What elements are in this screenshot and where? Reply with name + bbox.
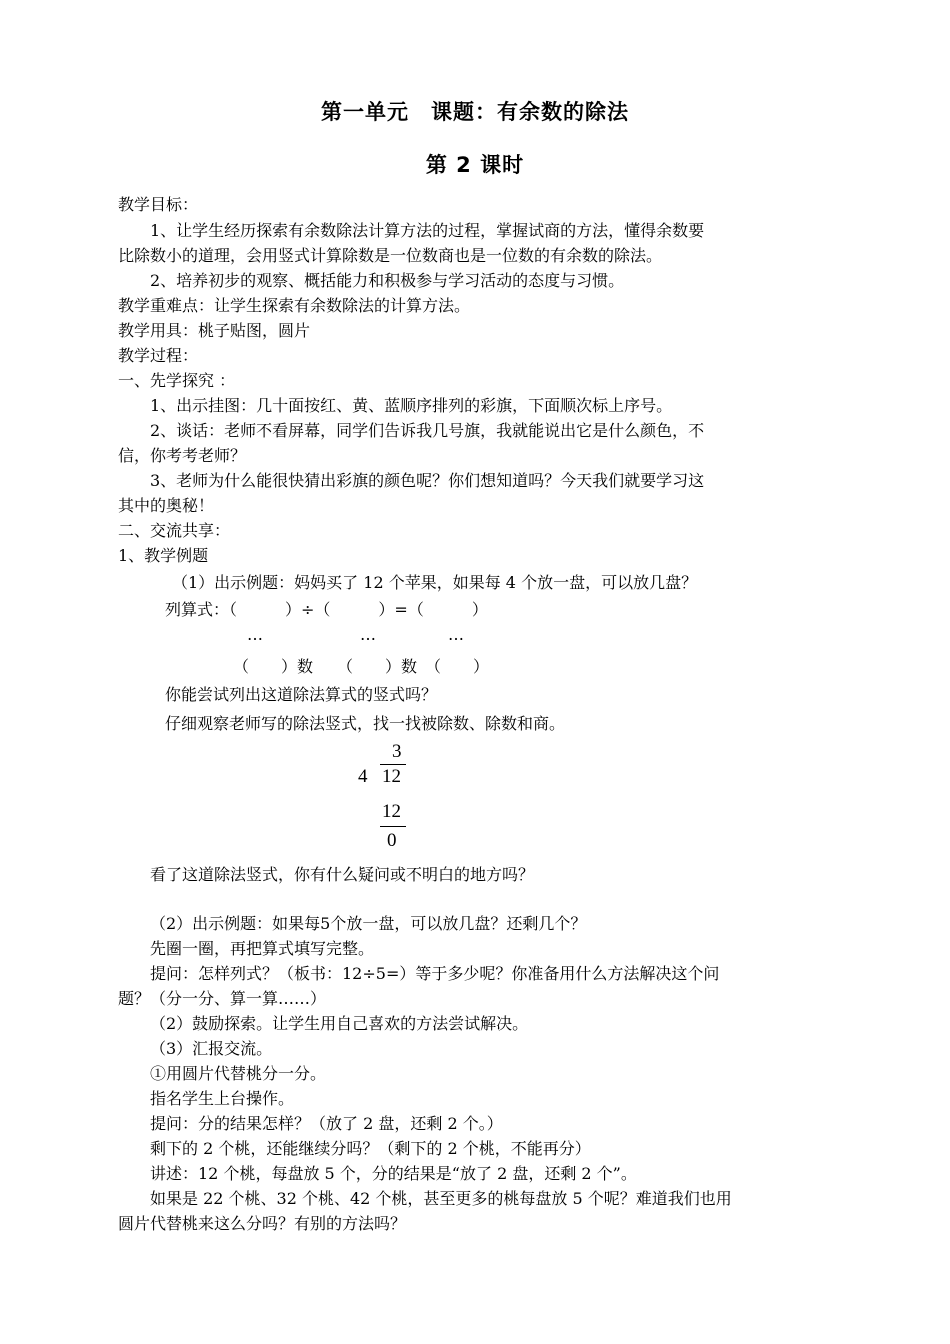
equation-line: 列算式：（ ）÷（ ）=（ ）: [165, 600, 488, 619]
text-line: 教学目标：: [118, 195, 199, 214]
page-subtitle: 第 2 课时: [425, 153, 525, 177]
text-line: 2、培养初步的观察、概括能力和积极参与学习活动的态度与习惯。: [150, 271, 625, 290]
text-line: 教学过程：: [118, 346, 199, 365]
text-line: 提问：分的结果怎样？（放了 2 盘，还剩 2 个。）: [150, 1114, 503, 1133]
product: 12: [382, 801, 401, 822]
text-line: 信，你考考老师？: [118, 446, 247, 465]
text-line: 一、先学探究 ：: [118, 371, 236, 390]
text-line: 1、让学生经历探索有余数除法计算方法的过程，掌握试商的方法，懂得余数要: [150, 221, 705, 240]
text-line: 教学重难点：让学生探索有余数除法的计算方法。: [118, 296, 471, 315]
text-line: 二、交流共享：: [118, 521, 231, 540]
text-line: 剩下的 2 个桃，还能继续分吗？（剩下的 2 个桃，不能再分）: [150, 1139, 591, 1158]
page-title: 第一单元 课题：有余数的除法: [321, 100, 629, 124]
text-line: （1）出示例题：妈妈买了 12 个苹果，如果每 4 个放一盘，可以放几盘？: [172, 573, 698, 592]
text-line: 1、教学例题: [118, 546, 209, 565]
label-line: （ ）数 （ ）数 （ ）: [233, 657, 490, 676]
quotient: 3: [392, 741, 402, 762]
subtraction-rule: [380, 826, 406, 827]
ellipsis: …: [247, 625, 263, 644]
text-line: 看了这道除法竖式，你有什么疑问或不明白的地方吗？: [150, 865, 535, 884]
text-line: 比除数小的道理，会用竖式计算除数是一位数商也是一位数的有余数的除法。: [118, 246, 663, 265]
text-line: 先圈一圈，再把算式填写完整。: [150, 939, 375, 958]
text-line: 圆片代替桃来这么分吗？有别的方法吗？: [118, 1214, 407, 1233]
text-line: ①用圆片代替桃分一分。: [150, 1064, 327, 1083]
ellipsis: …: [360, 625, 376, 644]
text-line: 如果是 22 个桃、32 个桃、42 个桃，甚至更多的桃每盘放 5 个呢？难道我们也用: [150, 1189, 732, 1208]
text-line: 教学用具：桃子贴图，圆片: [118, 321, 311, 340]
remainder: 0: [387, 830, 397, 851]
text-line: 其中的奥秘！: [118, 496, 215, 515]
text-line: （3）汇报交流。: [150, 1039, 273, 1058]
divisor: 4: [358, 766, 368, 787]
text-line: （2）鼓励探索。让学生用自己喜欢的方法尝试解决。: [150, 1014, 529, 1033]
text-line: （2）出示例题：如果每5个放一盘，可以放几盘？还剩几个？: [150, 914, 587, 933]
text-line: 提问：怎样列式？（板书：12÷5=）等于多少呢？你准备用什么方法解决这个问: [150, 964, 720, 983]
ellipsis: …: [448, 625, 464, 644]
text-line: 指名学生上台操作。: [150, 1089, 295, 1108]
text-line: 题？（分一分、算一算……）: [118, 989, 327, 1008]
text-line: 2、谈话：老师不看屏幕，同学们告诉我几号旗，我就能说出它是什么颜色，不: [150, 421, 705, 440]
text-line: 仔细观察老师写的除法竖式，找一找被除数、除数和商。: [165, 714, 566, 733]
text-line: 你能尝试列出这道除法算式的竖式吗？: [165, 685, 438, 704]
text-line: 讲述：12 个桃，每盘放 5 个，分的结果是“放了 2 盘，还剩 2 个”。: [150, 1164, 637, 1183]
division-bar: [380, 764, 406, 765]
text-line: 1、出示挂图：几十面按红、黄、蓝顺序排列的彩旗，下面顺次标上序号。: [150, 396, 673, 415]
dividend: 12: [382, 766, 401, 787]
text-line: 3、老师为什么能很快猜出彩旗的颜色呢？你们想知道吗？今天我们就要学习这: [150, 471, 705, 490]
